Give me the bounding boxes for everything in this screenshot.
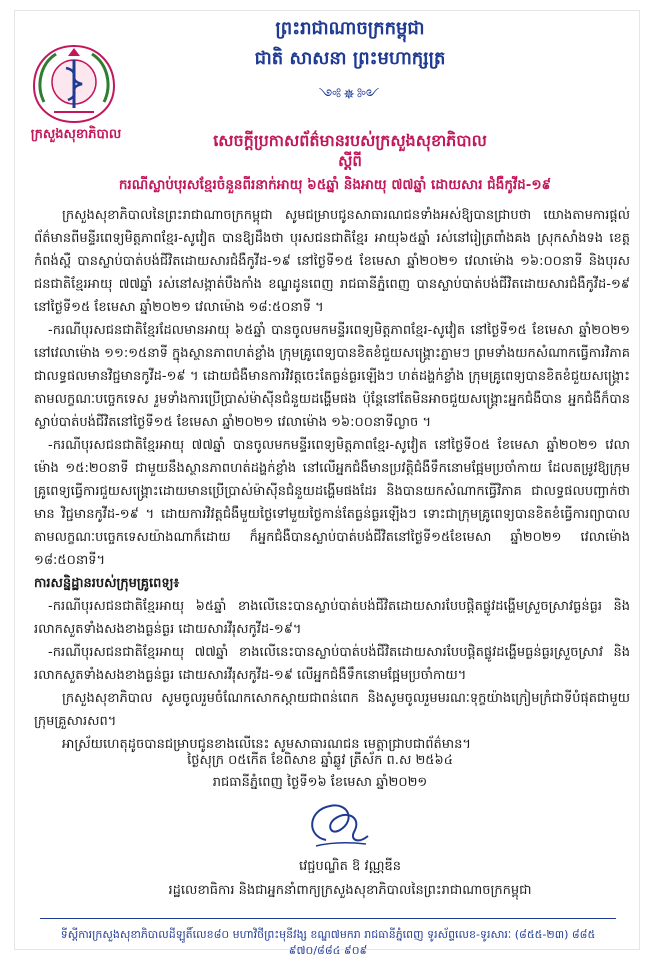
conclusion-65-paragraph: -ករណីបុរសជនជាតិខ្មែរអាយុ ៦៥ឆ្នាំ ខាងលើនេះបានស្លាប់បាត់បង់ជីវិតដោយសារបែបផ្តិតផ្លូវដង្ហើមស្រួចស្រាវធ្ងន់ធ្ងរ និងរលាកសួតទាំងសងខាងធ្ងន់ធ្ងរ ដោយសារវីរុសកូវីដ-១៩។ (34, 599, 630, 637)
case-65-paragraph: -ករណីបុរសជនជាតិខ្មែរដែលមានអាយុ ៦៥ឆ្នាំ បានចូលមកមន្ទីរពេទ្យមិត្តភាពខ្មែរ-សូវៀត នៅថ្ងៃទី១៥ ខែមេសា ឆ្នាំ២០២១ នៅវេលាម៉ោង ១១:១៥នាទី ក្នុងស្ថានភាពហត់ខ្លាំង ក្រុមគ្រូពេទ្យបានខិតខំជួយសង្គ្រោះភ្លាមៗ ព្រមទាំងយកសំណាកធ្វើការវិភាគ ជាលទ្ធផលមានវិជ្ជមានកូវីដ-១៩ ។ ដោយជំងឺមានការវិវត្តចេះតែធ្ងន់ធ្ងរឡើងៗ ហត់ដង្ហក់ខ្លាំង ក្រុមគ្រូពេទ្យបានខិតខំជួយសង្គ្រោះតាមលក្ខណៈបច្ចេកទេស រួមទាំងការប្រើប្រាស់ម៉ាស៊ីនជំនួយដង្ហើមផង ប៉ុន្តែនៅតែមិនអាចជួយសង្គ្រោះអ្នកជំងឺបាន អ្នកជំងឺក៏បានស្លាប់បាត់បង់ជីវិតនៅថ្ងៃទី១៥ ខែមេសា ឆ្នាំ២០២១ វេលាម៉ោង ១៦:០០នាទីល្ងាច ។ (34, 323, 631, 430)
solar-date: រាជធានីភ្នំពេញ ថ្ងៃទី១៦ ខែមេសា ឆ្នាំ២០២១ (212, 775, 428, 790)
national-motto: ជាតិ សាសនា ព្រះមហាក្សត្រ (254, 48, 446, 69)
conclusion-77-paragraph: -ករណីបុរសជនជាតិខ្មែរអាយុ ៧៧ឆ្នាំ ខាងលើនេះបានស្លាប់បាត់បង់ជីវិតដោយសារបែបផ្តិតផ្លូវដង្ហើមធ្ងន់ធ្ងរស្រួចស្រាវ និង រលាកសួតទាំងសងខាងធ្ងន់ធ្ងរ ដោយសារវីរុសកូវីដ-១៩ លើអ្នកជំងឺទឹកនោមផ្អែមប្រចាំកាយ។ (34, 645, 630, 683)
signature-mark (296, 796, 380, 852)
signer-role: រដ្ឋលេខាធិការ និងជាអ្នកនាំពាក្យក្រសួងសុខាភិបាលនៃព្រះរាជាណាចក្រកម្ពុជា (168, 883, 532, 898)
condolence-paragraph: ក្រសួងសុខាភិបាល សូមចូលរួមចំណែកសោកស្តាយជាពន់ពេក និងសូមចូលរួមមរណៈទុក្ខយ៉ាងក្រៀមក្រំជាទីបំផុតជាមួយក្រុមគ្រួសារសព។ (34, 691, 630, 729)
topic-label: ស្តីពី (338, 152, 362, 170)
ornament: ༺✵༻ (318, 87, 382, 103)
footer-address: ទីស្តីការក្រសួងសុខាភិបាលដីឡូតិ៍លេខ៨០ មហាវិថីព្រះមុនីវង្ស ខណ្ឌ៧មករា រាជធានីភ្នំពេញ ទូរស័ព្ទលេខ-ទូរសារៈ (៨៥៥-២៣) ៨៨៥ ៩៧០/៨៨៤ ៩០៩ (60, 928, 596, 957)
document-title: សេចក្តីប្រកាសព័ត៌មានរបស់ក្រសួងសុខាភិបាល (213, 131, 487, 150)
date-block (170, 750, 470, 794)
ministry-of-health-logo (28, 42, 120, 126)
headline: ករណីស្លាប់បុរសខ្មែរចំនួនពីរនាក់អាយុ ៦៥ឆ្នាំ និងអាយុ ៧៧ឆ្នាំ ដោយសារ ជំងឺកូវីដ-១៩ (118, 177, 552, 193)
conclusion-heading: ការសន្និដ្ឋានរបស់ក្រុមគ្រូពេទ្យ៖ (34, 576, 180, 591)
signer-name: វេជ្ជបណ្ឌិត ឱ វណ្ណឌីន (299, 859, 401, 874)
ministry-label: ក្រសួងសុខាភិបាល (30, 127, 122, 142)
case-77-paragraph: -ករណីបុរសជនជាតិខ្មែរអាយុ ៧៧ឆ្នាំ បានចូលមកមន្ទីរពេទ្យមិត្តភាពខ្មែរ-សូវៀត នៅថ្ងៃទី០៥ ខែមេសា ឆ្នាំ២០២១ វេលាម៉ោង ១៥:២០នាទី ជាមួយនឹងស្ថានភាពហត់ដង្ហក់ខ្លាំង នៅលើអ្នកជំងឺមានប្រវត្តិជំងឺទឹកនោមផ្អែមប្រចាំកាយ ដែលតម្រូវឱ្យក្រុមគ្រូពេទ្យធ្វើការជួយសង្គ្រោះដោយមានប្រើប្រាស់ម៉ាស៊ីនជំនួយដង្ហើមផងដែរ និងបានយកសំណាកធ្វើវិភាគ ជាលទ្ធផលបញ្ជាក់ថាមាន វិជ្ជមានកូវីដ-១៩ ។ ដោយការវិវត្តជំងឺមួយថ្ងៃទៅមួយថ្ងៃកាន់តែធ្ងន់ធ្ងរឡើងៗ ទោះជាក្រុមគ្រូពេទ្យបានខិតខំធ្វើការព្យាបាលតាមលក្ខណៈបច្ចេកទេសយ៉ាងណាក៏ដោយ ក៏អ្នកជំងឺបានស្លាប់បាត់បង់ជីវិតនៅថ្ងៃទី១៥ខែមេសា ឆ្នាំ២០២១ វេលាម៉ោង ១៨:៥០នាទី។ (34, 438, 630, 568)
footer-divider (40, 918, 616, 919)
intro-paragraph: ក្រសួងសុខាភិបាលនៃព្រះរាជាណាចក្រកម្ពុជា សូមជម្រាបជូនសាធារណជនទាំងអស់ឱ្យបានជ្រាបថា យោងតាមការផ្តល់ព័ត៌មានពីមន្ទីរពេទ្យមិត្តភាពខ្មែរ-សូវៀត បានឱ្យដឹងថា បុរសជនជាតិខ្មែរ អាយុ៦៥ឆ្នាំ រស់នៅរៀត្រពាំងគង ស្រុកសាំងទង ខេត្តកំពង់ស្ពឺ បានស្លាប់បាត់បង់ជីវិតដោយសារជំងឺកូវីដ-១៩ នៅថ្ងៃទី១៥ ខែមេសា ឆ្នាំ២០២១ វេលាម៉ោង ១៦:០០នាទី និងបុរសជនជាតិខ្មែរអាយុ ៧៧ឆ្នាំ រស់នៅសង្កាត់បឹងកាំង ខណ្ឌដូនពេញ រាជធានីភ្នំពេញ បានស្លាប់បាត់បង់ជីវិតដោយសារជំងឺកូវីដ-១៩ នៅថ្ងៃទី១៥ ខែមេសា ឆ្នាំ២០២១ វេលាម៉ោង ១៨:៥០នាទី ។ (34, 208, 630, 315)
announcement-body (34, 204, 630, 756)
closing-paragraph: អាស្រ័យហេតុដូចបានជម្រាបជូនខាងលើនេះ សូមសាធារណជន មេត្តាជ្រាបជាព័ត៌មាន។ (62, 737, 471, 752)
kingdom-title: ព្រះរាជាណាចក្រកម្ពុជា (275, 18, 425, 39)
lunar-date: ថ្ងៃសុក្រ ០៥កើត ខែពិសាខ ឆ្នាំឆ្លូវ ត្រីស័ក ព.ស ២៥៦៤ (187, 753, 453, 768)
